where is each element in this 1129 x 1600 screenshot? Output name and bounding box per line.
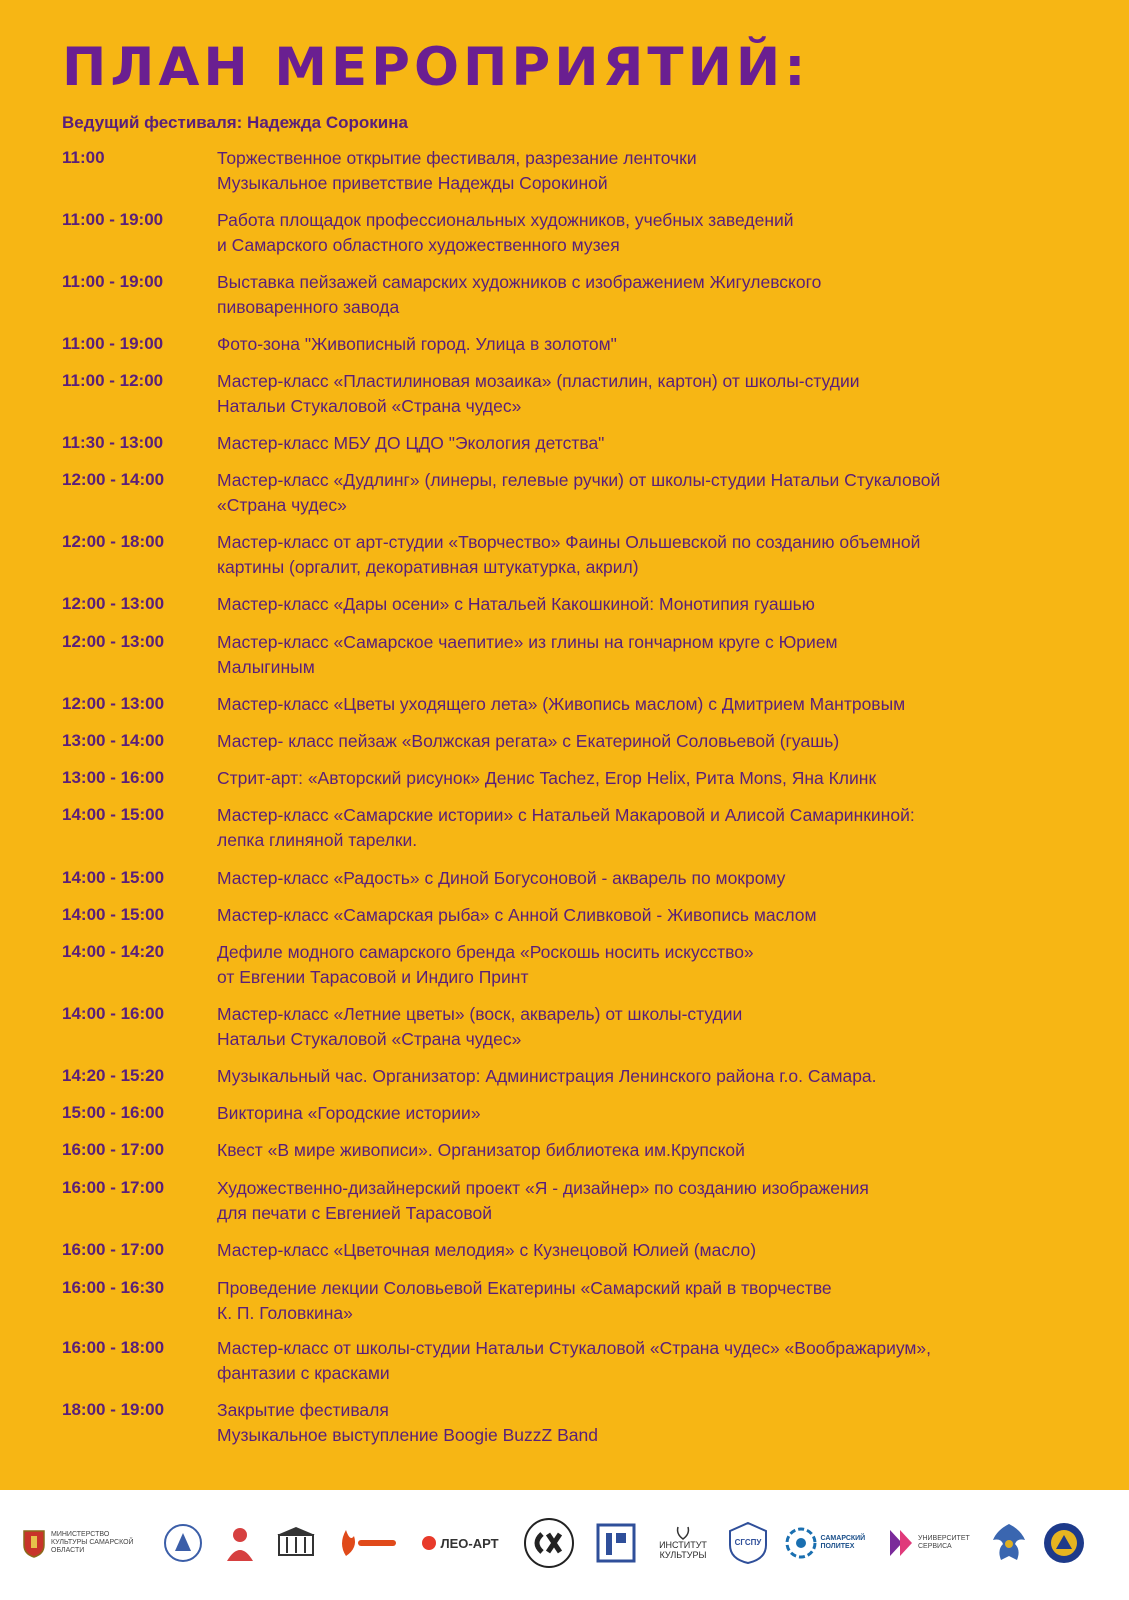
- schedule-description-line: Мастер-класс «Дудлинг» (линеры, гелевые ручки) от школы-студии Натальи Стукаловой: [217, 470, 941, 490]
- schedule-time: 11:00 - 19:00: [62, 334, 164, 353]
- seal-icon: [1042, 1521, 1086, 1565]
- sgspu-text: СГСПУ: [734, 1538, 762, 1547]
- schedule-description: [217, 1002, 1077, 1052]
- schedule-description: [217, 270, 1077, 320]
- schedule-description-line: Мастер-класс «Самарское чаепитие» из глины на гончарном круге с Юрием: [217, 632, 838, 652]
- schedule-time: 16:00 - 17:00: [62, 1178, 165, 1197]
- schedule-description-line: Стрит-арт: «Авторский рисунок» Денис Tachez, Егор Helix, Рита Mons, Яна Клинк: [217, 768, 877, 788]
- schedule-description-line: Мастер-класс «Пластилиновая мозаика» (пластилин, картон) от школы-студии: [217, 371, 860, 391]
- polytech-logo: [782, 1520, 876, 1566]
- schedule-description: [217, 468, 1077, 518]
- schedule-description: [217, 1176, 1077, 1226]
- leo-art-logo: [412, 1520, 508, 1566]
- schedule-description-line: Мастер-класс от школы-студии Натальи Стукаловой «Страна чудес» «Воображариум»,: [217, 1338, 932, 1358]
- schedule-description-line: Викторина «Городские истории»: [217, 1103, 481, 1123]
- schedule-description: [217, 1398, 1077, 1448]
- schedule-description-line: Мастер-класс «Цветочная мелодия» с Кузнецовой Юлией (масло): [217, 1240, 757, 1260]
- schedule-description-line: Мастер-класс от арт-студии «Творчество» Фаины Ольшевской по созданию объемной: [217, 532, 921, 552]
- schedule-description: [217, 630, 1077, 680]
- schedule-description-line: К. П. Головкина»: [217, 1303, 353, 1323]
- schedule-time: 12:00 - 13:00: [62, 594, 165, 613]
- schedule-time: 11:00 - 12:00: [62, 371, 164, 390]
- sponsor-logos-footer: [0, 1490, 1129, 1600]
- schedule-time: 13:00 - 14:00: [62, 731, 165, 750]
- schedule-time: 12:00 - 13:00: [62, 632, 165, 651]
- schedule-description-line: Музыкальный час. Организатор: Администрация Ленинского района г.о. Самара.: [217, 1066, 877, 1086]
- schedule-description: [217, 729, 1077, 754]
- building-logo: [272, 1520, 320, 1566]
- schedule-description: [217, 803, 1077, 853]
- sgspu-logo: [724, 1520, 772, 1566]
- schedule-time: 14:20 - 15:20: [62, 1066, 165, 1085]
- coat-of-arms-icon: [21, 1528, 47, 1558]
- schedule-description: [217, 592, 1077, 617]
- schedule-description: [217, 530, 1077, 580]
- flame-icon: [336, 1526, 398, 1560]
- ministry-logo: [18, 1520, 146, 1566]
- schedule-description-line: лепка глиняной тарелки.: [217, 830, 418, 850]
- institute-culture-logo: [650, 1520, 716, 1566]
- schedule-description: [217, 369, 1077, 419]
- schedule-time: 16:00 - 17:00: [62, 1240, 165, 1259]
- schedule-description-line: картины (оргалит, декоративная штукатурка, акрил): [217, 557, 639, 577]
- schedule-description: [217, 1101, 1077, 1126]
- cx-emblem-icon: [522, 1516, 576, 1570]
- schedule-description-line: Выставка пейзажей самарских художников с изображением Жигулевского: [217, 272, 822, 292]
- schedule-description-line: Фото-зона "Живописный город. Улица в золотом": [217, 334, 617, 354]
- schedule-description-line: Музыкальное приветствие Надежды Сорокиной: [217, 173, 608, 193]
- flame-logo: [332, 1520, 402, 1566]
- schedule-time: 16:00 - 17:00: [62, 1140, 165, 1159]
- ministry-text: МИНИСТЕРСТВО КУЛЬТУРЫ САМАРСКОЙ ОБЛАСТИ: [51, 1531, 134, 1554]
- schedule-description-line: Мастер-класс «Цветы уходящего лета» (Живопись маслом) с Дмитрием Мантровым: [217, 694, 906, 714]
- schedule-description-line: Мастер-класс МБУ ДО ЦДО "Экология детства": [217, 433, 605, 453]
- schedule-time: 15:00 - 16:00: [62, 1103, 165, 1122]
- round-blue-logo: [160, 1520, 206, 1566]
- schedule-description-line: фантазии с красками: [217, 1363, 390, 1383]
- schedule-description-line: Квест «В мире живописи». Организатор библиотека им.Крупской: [217, 1140, 745, 1160]
- red-figure-logo: [218, 1520, 262, 1566]
- schedule-description: [217, 431, 1077, 456]
- schedule-description-line: Мастер- класс пейзаж «Волжская регата» с Екатериной Соловьевой (гуашь): [217, 731, 840, 751]
- schedule-description: [217, 1238, 1077, 1263]
- lyre-icon: [675, 1526, 691, 1540]
- schedule-description-line: Работа площадок профессиональных художников, учебных заведений: [217, 210, 794, 230]
- polytech-text: САМАРСКИЙ ПОЛИТЕХ: [820, 1535, 866, 1550]
- service-university-text: УНИВЕРСИТЕТ СЕРВИСА: [918, 1535, 970, 1550]
- schedule-description-line: Музыкальное выступление Boogie BuzzZ Band: [217, 1425, 598, 1445]
- schedule-description-line: от Евгении Тарасовой и Индиго Принт: [217, 967, 529, 987]
- schedule-description-line: для печати с Евгенией Тарасовой: [217, 1203, 493, 1223]
- festival-host: Ведущий фестиваля: Надежда Сорокина: [62, 113, 408, 132]
- institute-text: ИНСТИТУТ КУЛЬТУРЫ: [659, 1540, 707, 1560]
- building-icon: [275, 1525, 317, 1561]
- schedule-time: 16:00 - 16:30: [62, 1278, 165, 1297]
- schedule-description-line: Проведение лекции Соловьевой Екатерины «Самарский край в творчестве: [217, 1278, 832, 1298]
- schedule-time: 11:00 - 19:00: [62, 272, 164, 291]
- schedule-description: [217, 1064, 1077, 1089]
- city-coat-of-arms-logo: [986, 1520, 1032, 1566]
- schedule-time: 14:00 - 15:00: [62, 905, 165, 924]
- round-gold-logo: [1040, 1520, 1088, 1566]
- schedule-description-line: пивоваренного завода: [217, 297, 400, 317]
- schedule-description: [217, 692, 1077, 717]
- schedule-description-line: Мастер-класс «Дары осени» с Натальей Какошкиной: Монотипия гуашью: [217, 594, 815, 614]
- figure-icon: [222, 1523, 258, 1563]
- schedule-description-line: «Страна чудес»: [217, 495, 347, 515]
- schedule-description-line: Художественно-дизайнерский проект «Я - дизайнер» по созданию изображения: [217, 1178, 869, 1198]
- schedule-time: 14:00 - 15:00: [62, 805, 165, 824]
- schedule-description-line: Закрытие фестиваля: [217, 1400, 389, 1420]
- schedule-description: [217, 866, 1077, 891]
- schedule-time: 18:00 - 19:00: [62, 1400, 165, 1419]
- schedule-time: 13:00 - 16:00: [62, 768, 165, 787]
- schedule-description: [217, 332, 1077, 357]
- schedule-description: [217, 903, 1077, 928]
- schedule-description: [217, 208, 1077, 258]
- eagle-icon: [989, 1520, 1029, 1566]
- schedule-time: 11:00: [62, 148, 105, 167]
- schedule-time: 11:30 - 13:00: [62, 433, 164, 452]
- schedule-time: 12:00 - 18:00: [62, 532, 165, 551]
- leo-art-text: ЛЕО-АРТ: [440, 1535, 499, 1551]
- leo-art-icon: [421, 1535, 437, 1551]
- service-icon: [888, 1528, 914, 1558]
- schedule-description-line: Натальи Стукаловой «Страна чудес»: [217, 396, 522, 416]
- schedule-time: 16:00 - 18:00: [62, 1338, 165, 1357]
- schedule-time: 11:00 - 19:00: [62, 210, 164, 229]
- schedule-description-line: Мастер-класс «Самарские истории» с Натальей Макаровой и Алисой Самаринкиной:: [217, 805, 915, 825]
- schedule-description-line: Мастер-класс «Самарская рыба» с Анной Сливковой - Живопись маслом: [217, 905, 817, 925]
- schedule-description-line: Дефиле модного самарского бренда «Роскошь носить искусство»: [217, 942, 754, 962]
- schedule-description-line: и Самарского областного художественного музея: [217, 235, 620, 255]
- service-university-logo: [886, 1520, 978, 1566]
- schedule-time: 12:00 - 13:00: [62, 694, 165, 713]
- schedule-description: [217, 1276, 1077, 1326]
- schedule-description-line: Натальи Стукаловой «Страна чудес»: [217, 1029, 522, 1049]
- schedule-description: [217, 940, 1077, 990]
- schedule-time: 12:00 - 14:00: [62, 470, 165, 489]
- page-title: ПЛАН МЕРОПРИЯТИЙ:: [62, 37, 810, 98]
- schedule-description: [217, 146, 1077, 196]
- schedule-time: 14:00 - 15:00: [62, 868, 165, 887]
- emblem-icon: [163, 1523, 203, 1563]
- polytech-icon: [784, 1526, 818, 1560]
- blue-square-logo: [592, 1520, 640, 1566]
- schedule-description: [217, 1138, 1077, 1163]
- schedule-description-line: Малыгиным: [217, 657, 315, 677]
- schedule-description: [217, 766, 1077, 791]
- schedule-description-line: Торжественное открытие фестиваля, разрезание ленточки: [217, 148, 697, 168]
- schedule-time: 14:00 - 14:20: [62, 942, 165, 961]
- square-emblem-icon: [596, 1523, 636, 1563]
- schedule-description-line: Мастер-класс «Летние цветы» (воск, акварель) от школы-студии: [217, 1004, 743, 1024]
- schedule-description: [217, 1336, 1077, 1386]
- schedule-description-line: Мастер-класс «Радость» с Диной Богусоновой - акварель по мокрому: [217, 868, 786, 888]
- artists-union-logo: [518, 1520, 580, 1566]
- schedule-time: 14:00 - 16:00: [62, 1004, 165, 1023]
